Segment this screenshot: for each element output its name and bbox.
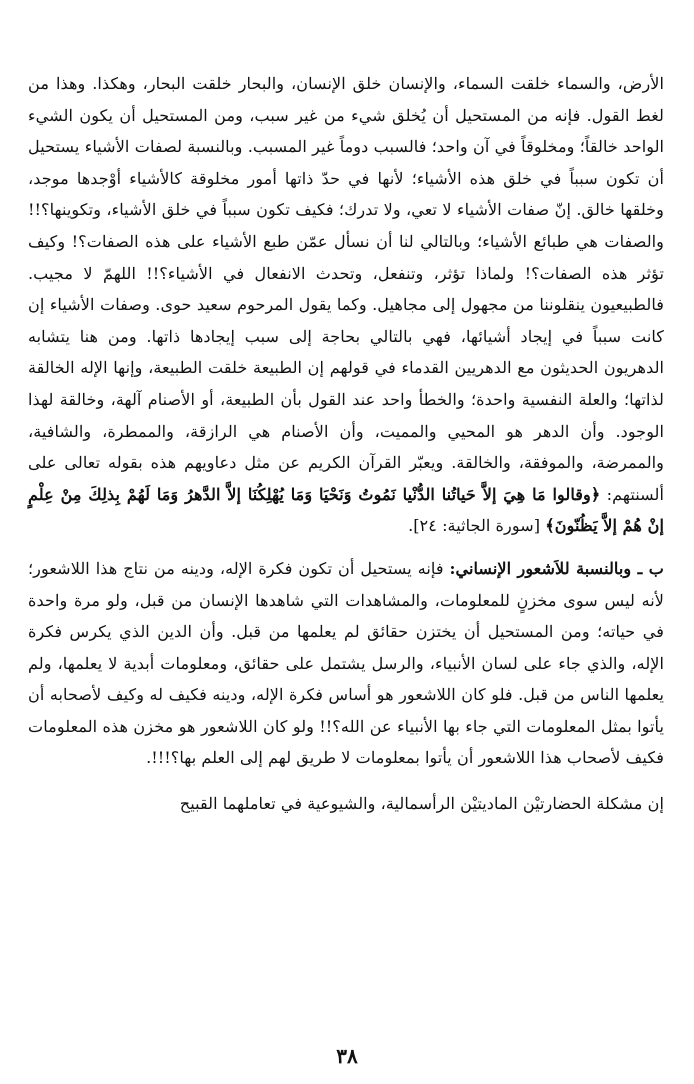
paragraph-2 (28, 553, 664, 774)
paragraph-3 (28, 788, 664, 820)
body-text (28, 68, 664, 820)
surah-citation: [سورة الجاثية: ٢٤]. (408, 516, 546, 536)
paragraph-1 (28, 68, 664, 542)
page-number: ٣٨ (336, 1044, 358, 1068)
paragraph-2-text: فإنه يستحيل أن تكون فكرة الإله، ودينه من نتاج هذا اللاشعور؛ لأنه ليس سوى مخزنٍ للمعلومات، والمشاهدات التي شاهدها الإنسان من قبل، ولو مرة واحدة في حياته؛ ومن المستحيل أن يختزن حقائق لم يعلمها من قبل. وأن الدين الذي يكرس فكرة الإله، والذي جاء على لسان الأنبياء، والرسل يشتمل على حقائق، ومعلومات أبدية لا يعلمها، ولم يعلمها الناس من قبل. فلو كان اللاشعور هو أساس فكرة الإله، ودينه فكيف له وكيف لأصحابه أن يأتوا بمثل المعلومات التي جاء بها الأنبياء عن الله؟!! ولو كان اللاشعور هو مخزن هذه المعلومات فكيف لأصحاب هذا اللاشعور أن يأتوا بمعلومات لا طريق لهم إلى العلم بها؟!!!. (28, 558, 664, 768)
paragraph-1-text: الأرض، والسماء خلقت السماء، والإنسان خلق الإنسان، والبحار خلقت البحار، وهكذا. وهذا من لغط القول. فإنه من المستحيل أن يُخلق شيء من غير سبب، ومن المستحيل أن يكون الشيء الواحد خالقاً؛ ومخلوقاً في آن واحد؛ فالسبب دوماً غير المسبب. وبالنسبة لصفات الأشياء يستحيل أن تكون سبباً في خلق هذه الأشياء؛ لأنها في حدّ ذاتها أمور مخلوقة كالأشياء أوْجدها موجد، وخلقها خالق. إنّ صفات الأشياء لا تعي، ولا تدرك؛ فكيف تكون سبباً في خلق الأشياء، وتكوينها؟!! والصفات هي طبائع الأشياء؛ وبالتالي لنا أن نسأل عمّن طبع الأشياء على هذه الصفات؟! وكيف تؤثر هذه الصفات؟! ولماذا تؤثر، وتنفعل، وتحدث الانفعال في الأشياء؟!! اللهمّ لا مجيب. فالطبيعيون ينقلوننا من مجهول إلى مجاهيل. وكما يقول المرحوم سعيد حوى. وصفات الأشياء إن كانت سبباً في إيجاد أشيائها، فهي بالتالي بحاجة إلى سبب إيجادها ذاتها. ومن هنا يتشابه الدهريون الحديثون مع الدهريين القدماء في قولهم إن الطبيعة خلقت الطبيعة، وإنها الإله الخالقة لذاتها؛ والعلة النفسية واحدة؛ والخطأ واحد عند القول بأن الطبيعة، أو الأصنام آلهة، وخالقة لهذا الوجود. وأن الدهر هو المحيي والمميت، وأن الأصنام هي الرازقة، والممطرة، والشافية، والممرضة، والموفقة، والخالقة. ويعبّر القرآن الكريم عن مثل دعاويهم هذه بقوله تعالى على ألسنتهم: (28, 74, 664, 504)
paragraph-3-text: إن مشكلة الحضارتيْن الماديتيْن الرأسمالية، والشيوعية في تعاملهما القبيح (179, 794, 664, 814)
section-heading-b: ب ـ وبالنسبة للاَشعور الإنساني: (449, 558, 664, 578)
quran-verse: ﴿وقالوا مَا هِيَ إلاَّ حَياتُنا الدُّنْيا نَمُوتُ وَنَحْيَا وَمَا يُهْلِكُنَا إلاَّ الدَّهرُ وَمَا لَهُمْ بِذلِكَ مِنْ عِلْمٍ إنْ هُمْ إلاَّ يَظُنّونَ﴾ (28, 484, 664, 536)
